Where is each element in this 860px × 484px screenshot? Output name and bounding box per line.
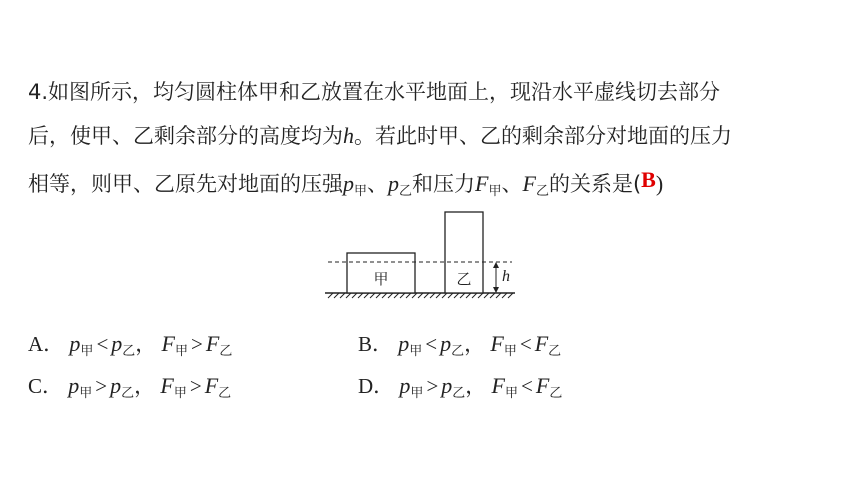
- sub-jia: 甲: [409, 344, 423, 359]
- option-c-relation-p: >: [95, 374, 108, 398]
- p-symbol: p: [68, 373, 80, 398]
- sub-jia: 甲: [173, 386, 187, 401]
- option-d-relation-f: <: [521, 374, 533, 398]
- p-symbol: p: [399, 373, 411, 398]
- question-line-1: [28, 70, 828, 114]
- option-c-label: C．: [28, 374, 64, 398]
- sub-jia: 甲: [503, 344, 517, 359]
- option-d-relation-p: >: [426, 374, 439, 398]
- sub-yi: 乙: [122, 344, 136, 359]
- f-symbol: F: [534, 331, 549, 356]
- f-symbol: F: [160, 373, 174, 398]
- sub-jia: 甲: [354, 184, 368, 199]
- close-paren: ): [655, 171, 664, 196]
- answer-mark: B: [641, 167, 656, 192]
- question-line-1-text: 4.如图所示，均匀圆柱体甲和乙放置在水平地面上，现沿水平虚线切去部分: [28, 80, 721, 104]
- f-symbol: F: [490, 331, 504, 356]
- sub-jia: 甲: [80, 344, 94, 359]
- option-b: B． $p_甲 < p_乙$， $F_甲 < F_乙$: [358, 331, 562, 359]
- option-a-relation-f: >: [191, 332, 203, 356]
- sub-yi: 乙: [548, 344, 562, 359]
- sub-jia: 甲: [175, 344, 189, 359]
- question-line-2-text-b: 。若此时甲、乙的剩余部分对地面的压力: [354, 124, 732, 148]
- option-b-relation-f: <: [519, 332, 532, 356]
- question-line-2-text-a: 后，使甲、乙剩余部分的高度均为: [28, 124, 343, 148]
- option-b-relation-p: <: [425, 332, 438, 356]
- question-text: [28, 70, 828, 214]
- f-symbol: F: [204, 373, 219, 398]
- option-d-label: D．: [358, 374, 395, 398]
- label-h: h: [502, 268, 510, 285]
- sub-yi: 乙: [549, 386, 563, 401]
- option-a-relation-p: <: [96, 332, 109, 356]
- sub-yi: 乙: [535, 184, 549, 199]
- p-symbol: p: [343, 171, 354, 196]
- question-line-3-text-c: 的关系是(: [548, 172, 642, 196]
- var-h: h: [343, 123, 354, 148]
- sub-jia: 甲: [410, 386, 424, 401]
- label-yi: 乙: [456, 270, 472, 288]
- p-symbol: p: [69, 331, 81, 356]
- f-symbol: F: [161, 331, 175, 356]
- separator: 、: [501, 172, 523, 196]
- option-d: D． $p_甲 > p_乙$， $F_甲 < F_乙$: [358, 373, 563, 401]
- p-symbol: p: [441, 373, 453, 398]
- option-c-relation-f: >: [189, 374, 202, 398]
- sub-yi: 乙: [219, 344, 233, 359]
- option-b-label: B．: [358, 332, 394, 356]
- sub-jia: 甲: [505, 386, 519, 401]
- p-symbol: p: [440, 331, 452, 356]
- label-jia: 甲: [373, 270, 389, 288]
- f-symbol: F: [535, 373, 550, 398]
- option-c: C． $p_甲 > p_乙$， $F_甲 > F_乙$: [28, 373, 232, 401]
- option-a: A． $p_甲 < p_乙$， $F_甲 > F_乙$: [28, 331, 233, 359]
- h-arrow-up: [493, 262, 499, 268]
- sub-yi: 乙: [218, 386, 232, 401]
- sub-yi: 乙: [452, 386, 466, 401]
- p-symbol: p: [398, 331, 410, 356]
- option-a-label: A．: [28, 332, 65, 356]
- f-symbol: F: [522, 171, 536, 196]
- question-line-3-text-b: 和压力: [412, 172, 476, 196]
- p-symbol: p: [110, 373, 122, 398]
- separator: 、: [367, 172, 389, 196]
- sub-jia: 甲: [79, 386, 93, 401]
- p-symbol: p: [111, 331, 123, 356]
- sub-jia: 甲: [488, 184, 502, 199]
- f-symbol: F: [205, 331, 220, 356]
- cylinders-figure: [320, 205, 520, 300]
- f-symbol: F: [491, 373, 505, 398]
- sub-yi: 乙: [399, 184, 413, 199]
- p-symbol: p: [388, 171, 400, 196]
- sub-yi: 乙: [451, 344, 465, 359]
- f-symbol: F: [475, 171, 489, 196]
- question-line-3-text-a: 相等，则甲、乙原先对地面的压强: [28, 172, 343, 196]
- h-arrow-down: [493, 287, 499, 293]
- question-line-2: [28, 114, 828, 158]
- sub-yi: 乙: [121, 386, 135, 401]
